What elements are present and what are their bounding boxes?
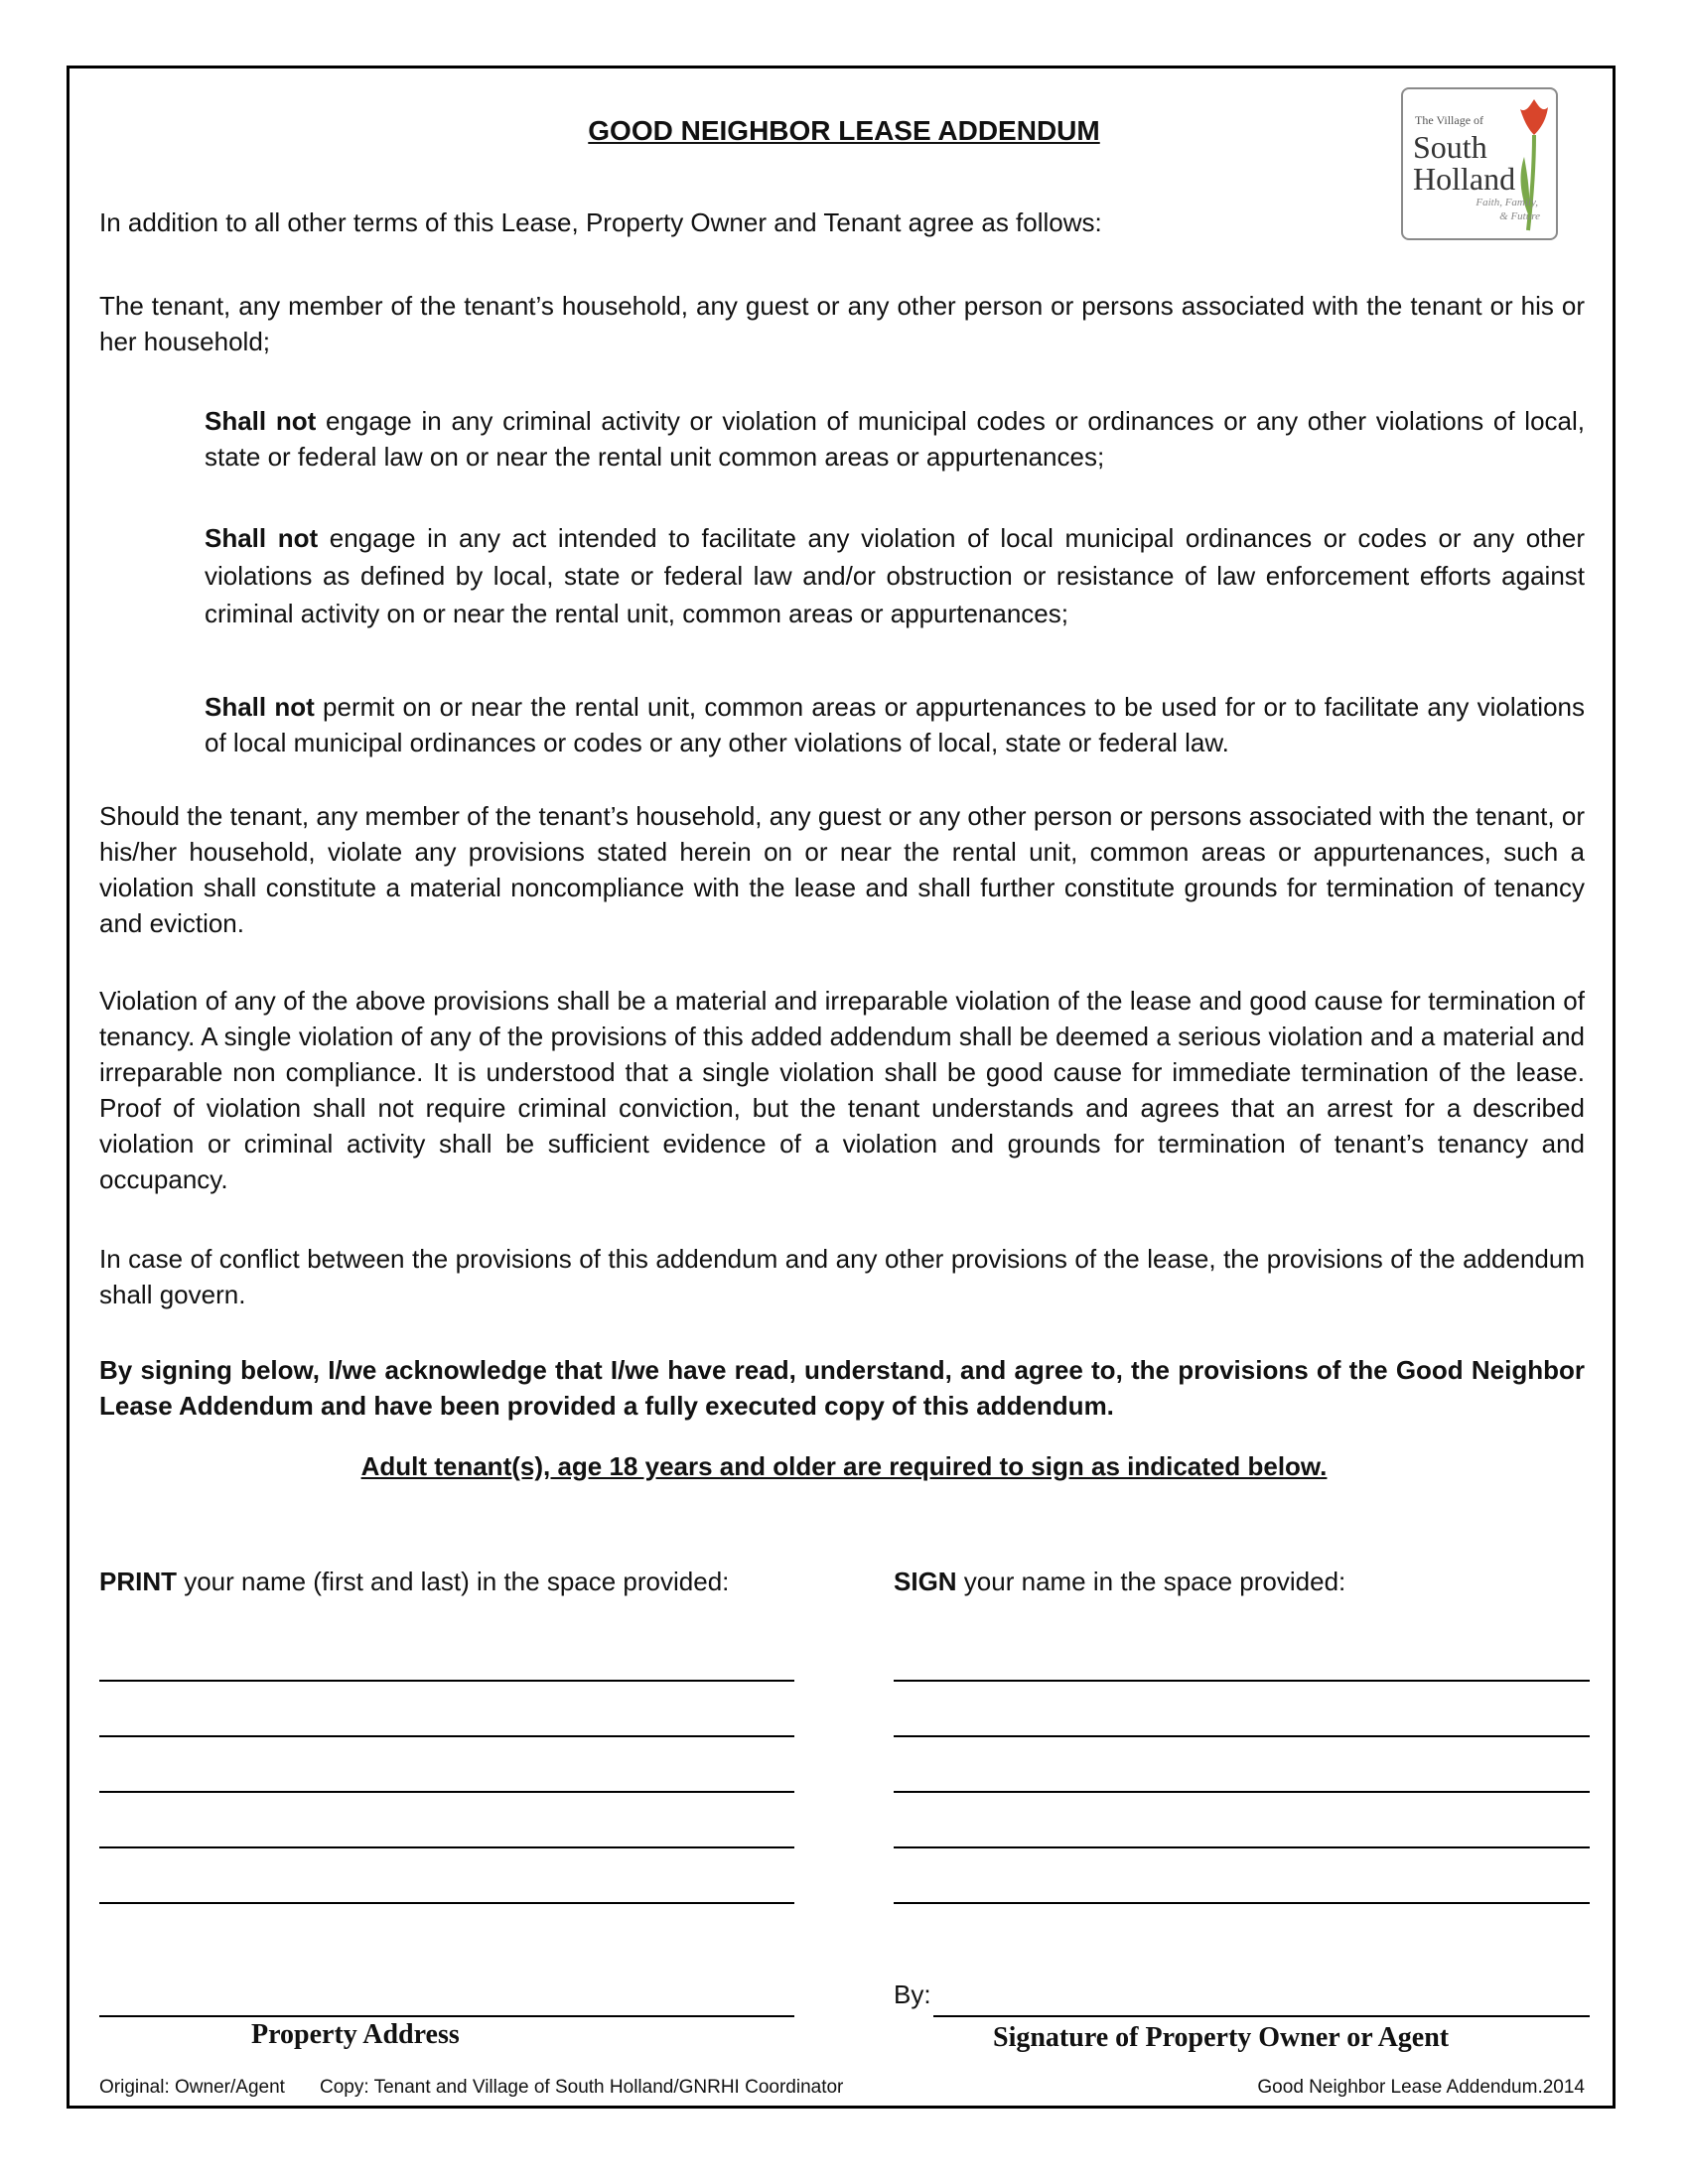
violation-consequence-paragraph: Should the tenant, any member of the tenant’s household, any guest or any other person or persons associated with the tenant, or his/her household, violate any provisions stated herein on or near the rental unit, common areas or appurtenances, such a violation shall constitute a material noncompliance with the lease and shall further constitute grounds for termination of tenancy and eviction. <box>99 801 1585 938</box>
logo-name-line1: South <box>1413 129 1487 165</box>
sign-name-instruction <box>894 1567 1345 1597</box>
footer-doc-id: Good Neighbor Lease Addendum.2014 <box>1257 2077 1585 2098</box>
by-label: By: <box>894 1979 931 2009</box>
bullet-text: permit on or near the rental unit, common areas or appurtenances to be used for or to facilitate any violations of local municipal ordinances or codes or any other violations of local, state or federal law. <box>205 692 1585 757</box>
print-name-line[interactable] <box>99 1680 794 1682</box>
property-address-caption: Property Address <box>251 2019 460 2050</box>
print-instruction-text: your name (first and last) in the space provided: <box>177 1567 730 1596</box>
bullet-emphasis: Shall not <box>205 523 319 553</box>
bullet-item <box>205 403 1585 475</box>
print-name-line[interactable] <box>99 1846 794 1848</box>
print-emphasis: PRINT <box>99 1567 177 1596</box>
single-violation-paragraph: Violation of any of the above provisions shall be a material and irreparable violation of the lease and good cause for termination of tenancy. A single violation of any of the provisions of this added addendum shall be deemed a serious violation and a material and irreparable non compliance. It is understood that a single violation shall be good cause for immediate termination of the lease. Proof of violation shall not require criminal conviction, but the tenant understands and agrees that an arrest for a described violation or criminal activity shall be sufficient evidence of a violation and grounds for termination of tenant’s tenancy and occupancy. <box>99 986 1585 1194</box>
preamble-paragraph: The tenant, any member of the tenant’s household, any guest or any other person or persons associated with the tenant or his or her household; <box>99 291 1585 356</box>
logo-tagline-line2: & Future <box>1499 210 1540 222</box>
logo-name-line2: Holland <box>1413 161 1516 197</box>
signature-line[interactable] <box>894 1735 1590 1737</box>
signature-line[interactable] <box>894 1680 1590 1682</box>
print-name-line[interactable] <box>99 1735 794 1737</box>
bullet-text: engage in any act intended to facilitate any violation of local municipal ordinances or codes or any other violations as defined by local, state or federal law and/or obstruction or resistance of law enforcement efforts against criminal activity on or near the rental unit, common areas or appurtenances; <box>205 523 1585 628</box>
print-name-line[interactable] <box>99 1791 794 1793</box>
print-name-instruction <box>99 1567 729 1597</box>
signature-line[interactable] <box>894 1791 1590 1793</box>
bullet-emphasis: Shall not <box>205 406 317 436</box>
signature-line[interactable] <box>894 1846 1590 1848</box>
print-name-line[interactable] <box>99 1902 794 1904</box>
bullet-emphasis: Shall not <box>205 692 315 722</box>
adult-signature-notice: Adult tenant(s), age 18 years and older are required to sign as indicated below. <box>360 1451 1328 1481</box>
bullet-item <box>205 519 1585 632</box>
intro-paragraph: In addition to all other terms of this Lease, Property Owner and Tenant agree as follows: <box>99 207 1102 237</box>
owner-signature-line[interactable] <box>933 2015 1590 2017</box>
footer-original: Original: Owner/Agent <box>99 2077 285 2098</box>
footer-copy: Copy: Tenant and Village of South Holland/GNRHI Coordinator <box>320 2077 844 2098</box>
bullet-item <box>205 689 1585 760</box>
bullet-text: engage in any criminal activity or violation of municipal codes or ordinances or any other violations of local, state or federal law on or near the rental unit common areas or appurtenances; <box>205 406 1585 472</box>
conflict-paragraph: In case of conflict between the provisions of this addendum and any other provisions of the lease, the provisions of the addendum shall govern. <box>99 1244 1585 1309</box>
acknowledgement-paragraph: By signing below, I/we acknowledge that I/we have read, understand, and agree to, the provisions of the Good Neighbor Lease Addendum and have been provided a fully executed copy of this addendum. <box>99 1355 1585 1421</box>
logo-village-of: The Village of <box>1415 113 1484 127</box>
sign-emphasis: SIGN <box>894 1567 957 1596</box>
property-address-line[interactable] <box>99 2015 794 2017</box>
signature-line[interactable] <box>894 1902 1590 1904</box>
logo-tagline-line1: Faith, Family, <box>1476 197 1538 208</box>
sign-instruction-text: your name in the space provided: <box>956 1567 1346 1596</box>
document-title: GOOD NEIGHBOR LEASE ADDENDUM <box>588 115 1100 146</box>
owner-signature-caption: Signature of Property Owner or Agent <box>993 2022 1450 2053</box>
